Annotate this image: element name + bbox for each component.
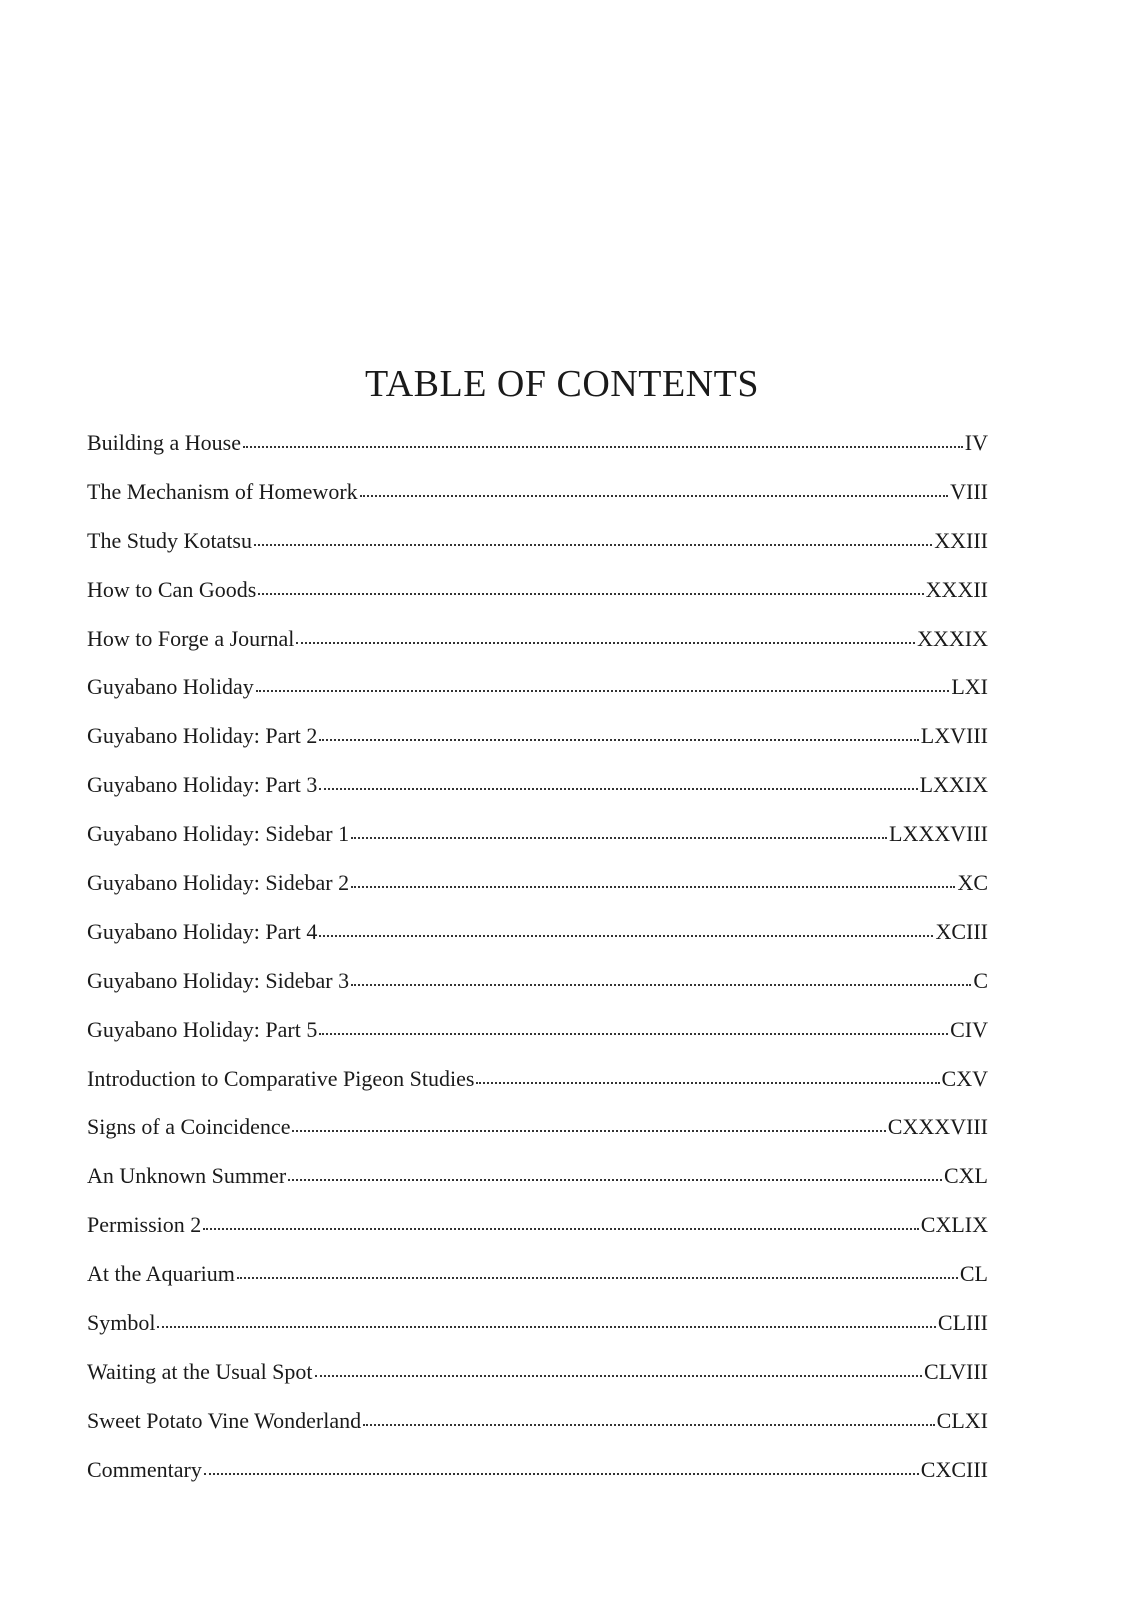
toc-entry [87,624,988,673]
toc-entry-label: Permission 2 [87,1212,202,1238]
toc-entry-page-number: IV [964,430,988,455]
toc-entry [87,672,988,721]
toc-entry [87,868,988,917]
toc-entry [87,1308,988,1357]
toc-entry [87,1357,988,1406]
toc-entry-page-number: CXXXVIII [887,1114,988,1140]
toc-entry-page-number: CXL [944,1163,988,1189]
toc-entry-page-number: CLXI [936,1407,988,1433]
dot-leader [256,674,950,694]
toc-entry-page-number: XXXIX [917,625,988,651]
dot-leader [203,1212,918,1232]
dot-leader [204,1457,919,1477]
toc-entry-label: An Unknown Summer [87,1163,287,1189]
toc-entry [87,1259,988,1308]
dot-leader [292,1114,885,1134]
toc-entry-page-number: LXVIII [920,723,988,749]
toc-entry-label: Commentary [87,1456,202,1482]
toc-entry [87,721,988,770]
toc-entry-label: Guyabano Holiday: Part 5 [87,1016,318,1042]
toc-entry-label: Guyabano Holiday: Sidebar 2 [87,870,350,896]
toc-entry-label: Waiting at the Usual Spot [87,1358,313,1384]
dot-leader [351,968,971,988]
toc-entry-page-number: XXXII [925,576,988,602]
toc-entry-page-number: C [973,967,988,993]
toc-list [87,428,988,1504]
toc-entry-label: Building a House [87,430,241,455]
dot-leader [360,479,948,499]
toc-entry-label: How to Can Goods [87,576,257,602]
dot-leader [319,723,918,743]
toc-entry-label: How to Forge a Journal [87,625,295,651]
toc-entry-label: Introduction to Comparative Pigeon Studies [87,1065,475,1091]
toc-entry-label: Guyabano Holiday: Sidebar 3 [87,967,350,993]
toc-entry [87,1210,988,1259]
dot-leader [315,1359,922,1379]
toc-entry [87,575,988,624]
toc-entry-label: Guyabano Holiday: Sidebar 1 [87,821,350,847]
dot-leader [296,626,915,646]
toc-entry-page-number: CLIII [937,1310,988,1336]
page-title: TABLE OF CONTENTS [365,363,759,405]
toc-entry-page-number: CIV [950,1016,988,1042]
toc-entry [87,770,988,819]
toc-entry [87,1161,988,1210]
dot-leader [243,430,963,450]
toc-entry-page-number: LXXIX [919,772,988,798]
dot-leader [237,1261,958,1281]
toc-entry-page-number: VIII [950,478,988,504]
toc-entry-label: Sweet Potato Vine Wonderland [87,1407,362,1433]
toc-entry-page-number: CXLIX [920,1212,988,1238]
dot-leader [319,772,917,792]
toc-entry-label: Guyabano Holiday: Part 3 [87,772,318,798]
dot-leader [476,1066,939,1086]
toc-entry-page-number: XCIII [935,918,988,944]
toc-entry-label: The Study Kotatsu [87,527,252,553]
toc-entry-page-number: CLVIII [924,1358,988,1384]
toc-entry-page-number: LXXXVIII [889,821,988,847]
toc-entry [87,1112,988,1161]
toc-entry [87,1064,988,1113]
dot-leader [288,1163,942,1183]
dot-leader [258,577,923,597]
toc-entry-label: Guyabano Holiday: Part 4 [87,918,318,944]
dot-leader [157,1310,935,1330]
dot-leader [319,919,933,939]
dot-leader [254,528,932,548]
dot-leader [363,1408,935,1428]
toc-entry [87,1455,988,1504]
toc-entry-page-number: LXI [951,674,988,700]
toc-entry [87,477,988,526]
toc-entry-label: At the Aquarium [87,1261,235,1287]
toc-entry [87,428,988,477]
toc-entry [87,1015,988,1064]
toc-entry [87,1406,988,1455]
toc-entry-page-number: CL [959,1261,988,1287]
dot-leader [351,821,887,841]
toc-entry [87,526,988,575]
toc-entry-label: The Mechanism of Homework [87,478,358,504]
toc-entry-label: Guyabano Holiday: Part 2 [87,723,318,749]
toc-entry-page-number: CXCIII [920,1456,988,1482]
toc-entry-label: Guyabano Holiday [87,674,254,700]
dot-leader [319,1017,948,1037]
toc-entry-label: Symbol [87,1310,156,1336]
toc-entry [87,819,988,868]
toc-entry [87,966,988,1015]
toc-entry-page-number: XC [957,870,988,896]
dot-leader [351,870,955,890]
toc-entry-page-number: CXV [941,1065,988,1091]
toc-entry-label: Signs of a Coincidence [87,1114,291,1140]
toc-entry [87,917,988,966]
toc-entry-page-number: XXIII [934,527,988,553]
